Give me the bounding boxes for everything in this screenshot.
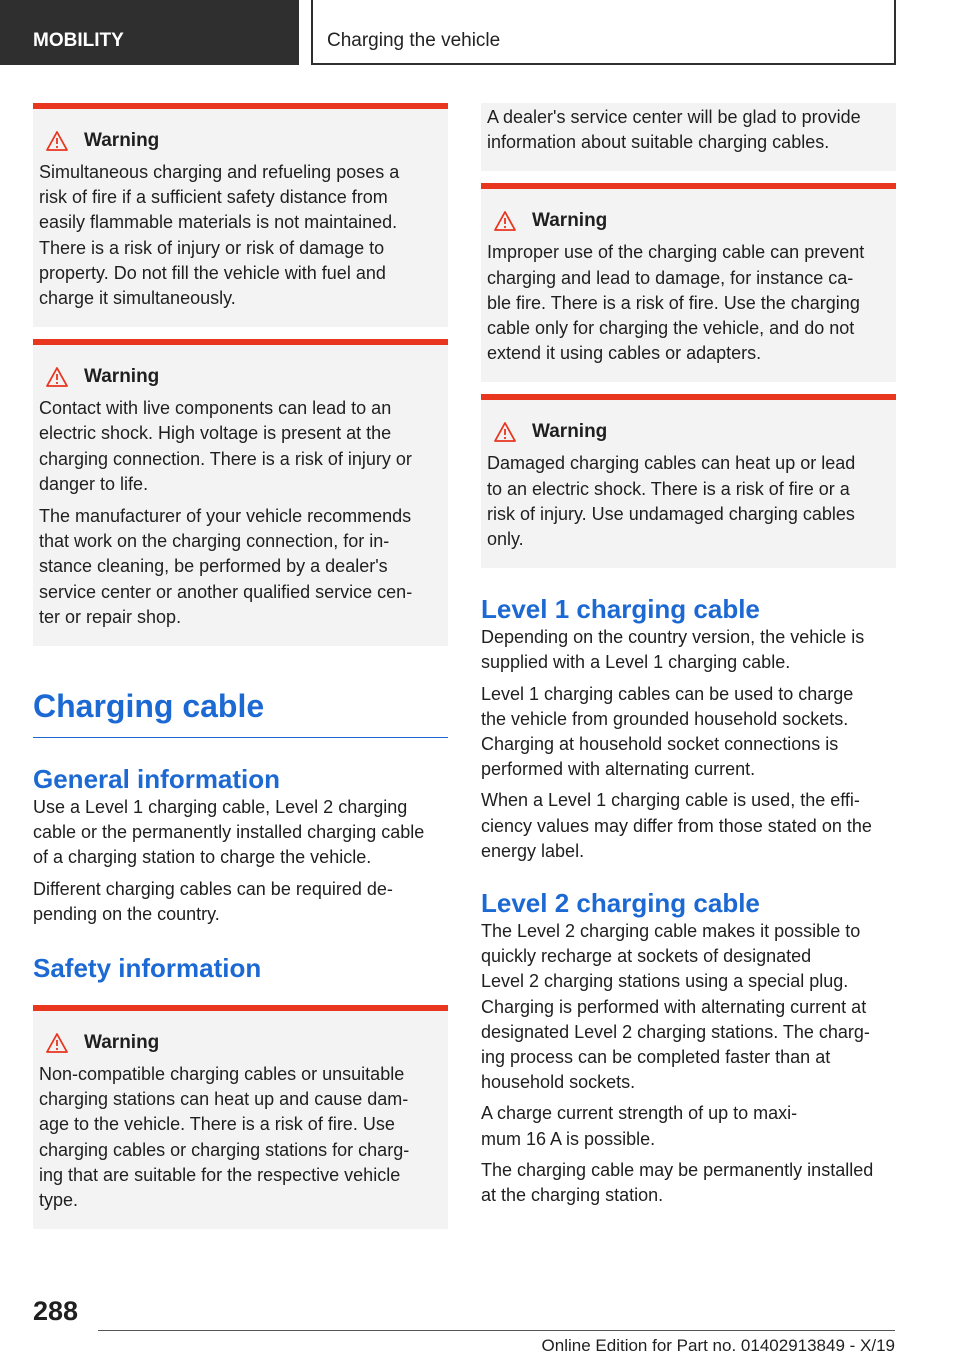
warning-text: Damaged charging cables can heat up or lead to an electric shock. There is a risk of fire or a risk of injury. Use undamaged charging cables only.	[487, 453, 856, 550]
warning-heading	[39, 128, 438, 154]
header-title-box	[311, 0, 896, 65]
warning-label: Warning	[84, 366, 160, 388]
body-paragraph: Level 1 charging cables can be used to charge the vehicle from grounded household sockets. Charging at household socket connections is performed with alternating current.	[481, 683, 854, 780]
page-number: 288	[33, 1296, 79, 1326]
body-paragraph: When a Level 1 charging cable is used, the effi‐ ciency values may differ from those stated on the energy label.	[481, 790, 872, 861]
header-section-label: MOBILITY	[33, 30, 124, 51]
warning-triangle-icon	[494, 211, 516, 231]
warning-text: Improper use of the charging cable can prevent charging and lead to damage, for instance ca‐ ble fire. There is a risk of fire. Use the charging cable only for charging the vehicle, and do not extend it using cables or adapters.	[487, 242, 865, 364]
subheading-level-2-charging-cable: Level 2 charging cable	[481, 888, 760, 919]
warning-label: Warning	[532, 421, 608, 443]
footer-rule	[98, 1330, 895, 1331]
warning-box-refueling	[33, 103, 448, 327]
left-column	[33, 103, 448, 1229]
warning-heading	[39, 364, 438, 390]
heading-rule	[33, 737, 448, 738]
warning-heading	[39, 1030, 438, 1056]
warning-box-non-compatible-cables	[33, 1005, 448, 1229]
warning-heading	[487, 208, 886, 234]
warning-label: Warning	[532, 210, 608, 232]
warning-label: Warning	[84, 130, 160, 151]
footer-edition-text: Online Edition for Part no. 01402913849 - X/19	[541, 1336, 895, 1355]
body-paragraph: Different charging cables can be required de‐ pending on the country.	[33, 878, 393, 924]
body-paragraph: Use a Level 1 charging cable, Level 2 charging cable or the permanently installed charging cable of a charging station to charge the vehicle.	[33, 797, 425, 868]
subheading-level-1-charging-cable: Level 1 charging cable	[481, 594, 760, 625]
warning-triangle-icon	[46, 367, 68, 387]
subheading-general-information: General information	[33, 764, 281, 795]
warning-text: Simultaneous charging and refueling poses a risk of fire if a sufficient safety distance from easily flammable materials is not maintained. There is a risk of injury or risk of damage to property. Do not fill the vehicle with fuel and charge it simultaneously.	[39, 162, 400, 309]
charging-cable-section	[33, 684, 448, 738]
body-paragraph: A charge current strength of up to maxi‐ mum 16 A is possible.	[481, 1103, 798, 1149]
header-section-tab	[0, 0, 299, 65]
subheading-safety-information: Safety information	[33, 953, 262, 984]
warning-text: Non-compatible charging cables or unsuitable charging stations can heat up and cause dam‐ age to the vehicle. There is a risk of fire. Use charging cables or charging stations for charg‐ ing that are suitable for the respective vehicle type.	[39, 1064, 410, 1211]
body-paragraph: The charging cable may be permanently installed at the charging station.	[481, 1159, 874, 1206]
warning-box-live-components	[33, 339, 448, 646]
section-heading-charging-cable: Charging cable	[33, 688, 265, 725]
warning-triangle-icon	[46, 131, 68, 151]
warning-box-improper-use	[481, 183, 896, 382]
right-column	[481, 103, 896, 1214]
note-text: A dealer's service center will be glad to provide information about suitable charging cables.	[487, 107, 861, 153]
warning-text: The manufacturer of your vehicle recommends that work on the charging connection, for in‐ stance cleaning, be performed by a dealer's service center or another qualified service cen‐ ter or repair shop.	[39, 506, 413, 627]
warning-box-damaged-cables	[481, 394, 896, 568]
body-paragraph: The Level 2 charging cable makes it possible to quickly recharge at sockets of designated Level 2 charging stations using a special plug. Charging is performed with alternating current at designated Level 2 charging stations. The charg‐ ing process can be completed faster than at household sockets.	[481, 921, 870, 1093]
warning-triangle-icon	[494, 422, 516, 442]
warning-heading	[487, 419, 886, 445]
warning-triangle-icon	[46, 1033, 68, 1053]
warning-label: Warning	[84, 1032, 160, 1054]
header-chapter-title: Charging the vehicle	[327, 30, 501, 51]
body-paragraph: Depending on the country version, the vehicle is supplied with a Level 1 charging cable.	[481, 627, 865, 673]
warning-text: Contact with live components can lead to an electric shock. High voltage is present at the charging connection. There is a risk of injury or danger to life.	[39, 398, 412, 494]
dealer-note-box	[481, 103, 896, 171]
